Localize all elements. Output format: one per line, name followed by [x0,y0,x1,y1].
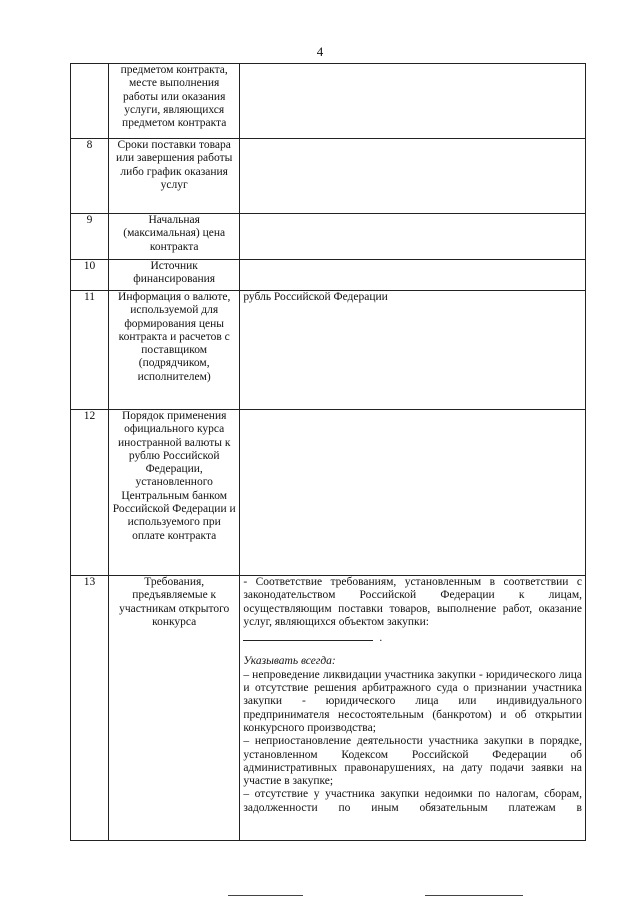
row-name: Информация о валюте, используемой для формирования цены контракта и расчетов с поставщиком (подрядчиком, исполнителем) [109,291,240,410]
row-name: Сроки поставки товара или завершения работы либо график оказания услуг [109,139,240,214]
table-row [71,291,586,410]
row-number: 9 [71,214,109,260]
requirement-item: – отсутствие у участника закупки недоимки по налогам, сборам, задолженности по иным обязательным платежам в [243,788,582,814]
page-number: 4 [316,44,324,59]
row-name: предметом контракта, месте выполнения работы или оказания услуги, являющихся предметом контракта [109,64,240,139]
row-name: Начальная (максимальная) цена контракта [109,214,240,260]
table-row [71,139,586,214]
requirement-item: – неприостановление деятельности участника закупки в порядке, установленном Кодексом Российской Федерации об административных правонарушениях, на дату подачи заявки на участие в закупке; [243,735,582,788]
requirements-blank-line: . [243,630,582,645]
row-name: Порядок применения официального курса иностранной валюты к рублю Российской Федерации, установленного Центральным банком Российской Федерации и используемого при оплате контракта [109,410,240,576]
procurement-table [70,63,586,841]
always-label: Указывать всегда: [243,655,336,668]
row-number: 12 [71,410,109,576]
fill-in-line [243,630,373,641]
row-value [240,139,586,214]
row-value [240,260,586,291]
table-row [71,260,586,291]
row-value [240,214,586,260]
row-number: 8 [71,139,109,214]
row-number: 13 [71,576,109,841]
row-name: Требования, предъявляемые к участникам открытого конкурса [109,576,240,841]
table-row [71,214,586,260]
requirements-intro: - Соответствие требованиям, установленным в соответствии с законодательством Российской Федерации к лицам, осуществляющим поставки товаров, выполнение работ, оказание услуг, являющихся объектом закупки: [243,576,582,628]
row-number [71,64,109,139]
row-value [240,410,586,576]
row-value: рубль Российской Федерации [240,291,586,410]
footer-rule [228,895,303,896]
requirements-cell [240,576,586,841]
requirement-item: – непроведение ликвидации участника закупки - юридического лица и отсутствие решения арбитражного суда о признании участника закупки - юридического лица или индивидуального предпринимателя несостоятельным (банкротом) и об открытии конкурсного производства; [243,668,582,734]
row-number: 11 [71,291,109,410]
row-number: 10 [71,260,109,291]
row-value [240,64,586,139]
row-name: Источник финансирования [109,260,240,291]
table-row [71,576,586,841]
footer-rule [425,895,523,896]
table-row [71,64,586,139]
table-row [71,410,586,576]
